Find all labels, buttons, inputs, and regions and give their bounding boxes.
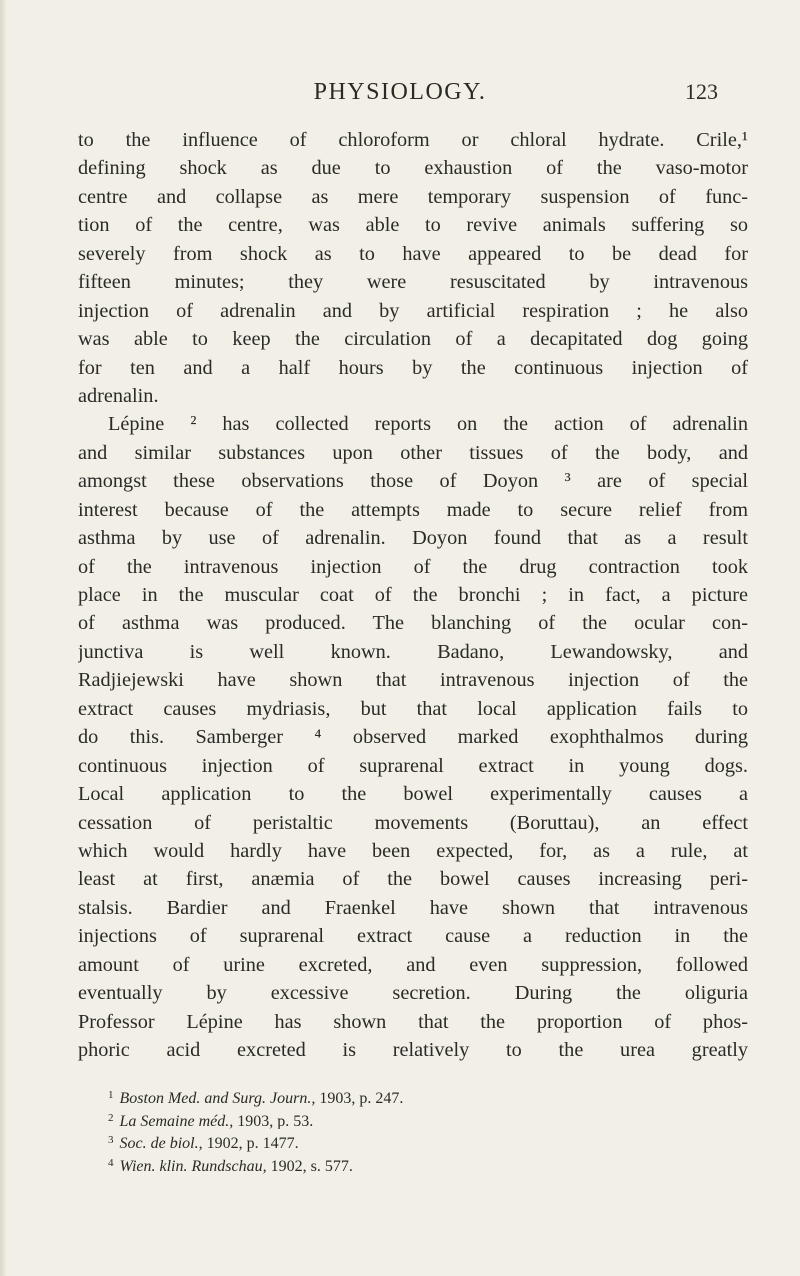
footnote-number: 4 (108, 1156, 114, 1169)
footnote-source: Soc. de biol., (119, 1135, 203, 1152)
footnote-source: Wien. klin. Rundschau, (119, 1157, 267, 1174)
footnote-detail: 1902, s. 577. (266, 1157, 353, 1174)
text-line: cessation of peristaltic movements (Boruttau), an effect (78, 811, 748, 834)
text-line: tion of the centre, was able to revive animals suffering so (78, 214, 748, 237)
page-header-title: PHYSIOLOGY. (313, 79, 487, 105)
text-line: interest because of the attempts made to secure relief from (78, 498, 748, 521)
footnote (108, 1107, 728, 1130)
text-line: and similar substances upon other tissues of the body, and (78, 441, 748, 464)
text-line: was able to keep the circulation of a decapitated dog going (78, 328, 748, 351)
text-line: of the intravenous injection of the drug contraction took (78, 555, 748, 578)
footnote-source: Boston Med. and Surg. Journ., (119, 1090, 316, 1107)
text-line: centre and collapse as mere temporary suspension of func- (78, 185, 748, 208)
text-line: adrenalin. (78, 384, 159, 407)
text-line: Radjiejewski have shown that intravenous injection of the (78, 669, 748, 692)
footnote (108, 1129, 728, 1152)
footnote-number: 2 (108, 1111, 114, 1124)
text-line: place in the muscular coat of the bronchi ; in fact, a picture (78, 584, 748, 606)
text-line: stalsis. Bardier and Fraenkel have shown that intravenous (78, 896, 748, 919)
text-line: least at first, anæmia of the bowel causes increasing peri- (78, 868, 748, 891)
text-line: extract causes mydriasis, but that local application fails to (78, 697, 748, 720)
body-text (78, 126, 748, 1064)
text-line: amount of urine excreted, and even suppression, followed (78, 953, 748, 976)
text-line: junctiva is well known. Badano, Lewandowsky, and (78, 640, 748, 663)
footnote-number: 3 (108, 1134, 114, 1146)
text-line: phoric acid excreted is relatively to the urea greatly (78, 1039, 748, 1061)
text-line: amongst these observations those of Doyon ³ are of special (78, 470, 748, 493)
text-line: asthma by use of adrenalin. Doyon found that as a result (78, 527, 748, 550)
text-line: to the influence of chloroform or chloral hydrate. Crile,¹ (78, 129, 748, 151)
text-line: continuous injection of suprarenal extract in young dogs. (78, 754, 748, 777)
footnote (108, 1084, 728, 1107)
text-line: injection of adrenalin and by artificial respiration ; he also (78, 299, 748, 322)
text-line: defining shock as due to exhaustion of the vaso-motor (78, 157, 748, 180)
footnote-detail: 1903, p. 53. (233, 1112, 314, 1129)
text-line: fifteen minutes; they were resuscitated by intravenous (78, 271, 748, 294)
running-head (0, 79, 800, 109)
page-edge (0, 0, 6, 1276)
text-line: Professor Lépine has shown that the proportion of phos- (78, 1010, 748, 1033)
footnote (108, 1152, 728, 1175)
footnote-number: 1 (108, 1089, 114, 1101)
text-line: which would hardly have been expected, for, as a rule, at (78, 839, 748, 862)
text-line: of asthma was produced. The blanching of the ocular con- (78, 612, 748, 635)
text-line: Lépine ² has collected reports on the action of adrenalin (108, 413, 748, 436)
text-line: do this. Samberger ⁴ observed marked exophthalmos during (78, 726, 748, 749)
page-number: 123 (685, 79, 718, 104)
footnotes (108, 1084, 728, 1174)
footnote-source: La Semaine méd., (119, 1112, 234, 1129)
footnote-detail: 1903, p. 247. (315, 1090, 404, 1107)
text-line: for ten and a half hours by the continuous injection of (78, 356, 748, 379)
text-line: injections of suprarenal extract cause a reduction in the (78, 925, 748, 948)
text-line: Local application to the bowel experimentally causes a (78, 783, 748, 806)
text-line: severely from shock as to have appeared to be dead for (78, 242, 748, 265)
text-line: eventually by excessive secretion. During the oliguria (78, 982, 748, 1005)
footnote-detail: 1902, p. 1477. (202, 1135, 299, 1152)
